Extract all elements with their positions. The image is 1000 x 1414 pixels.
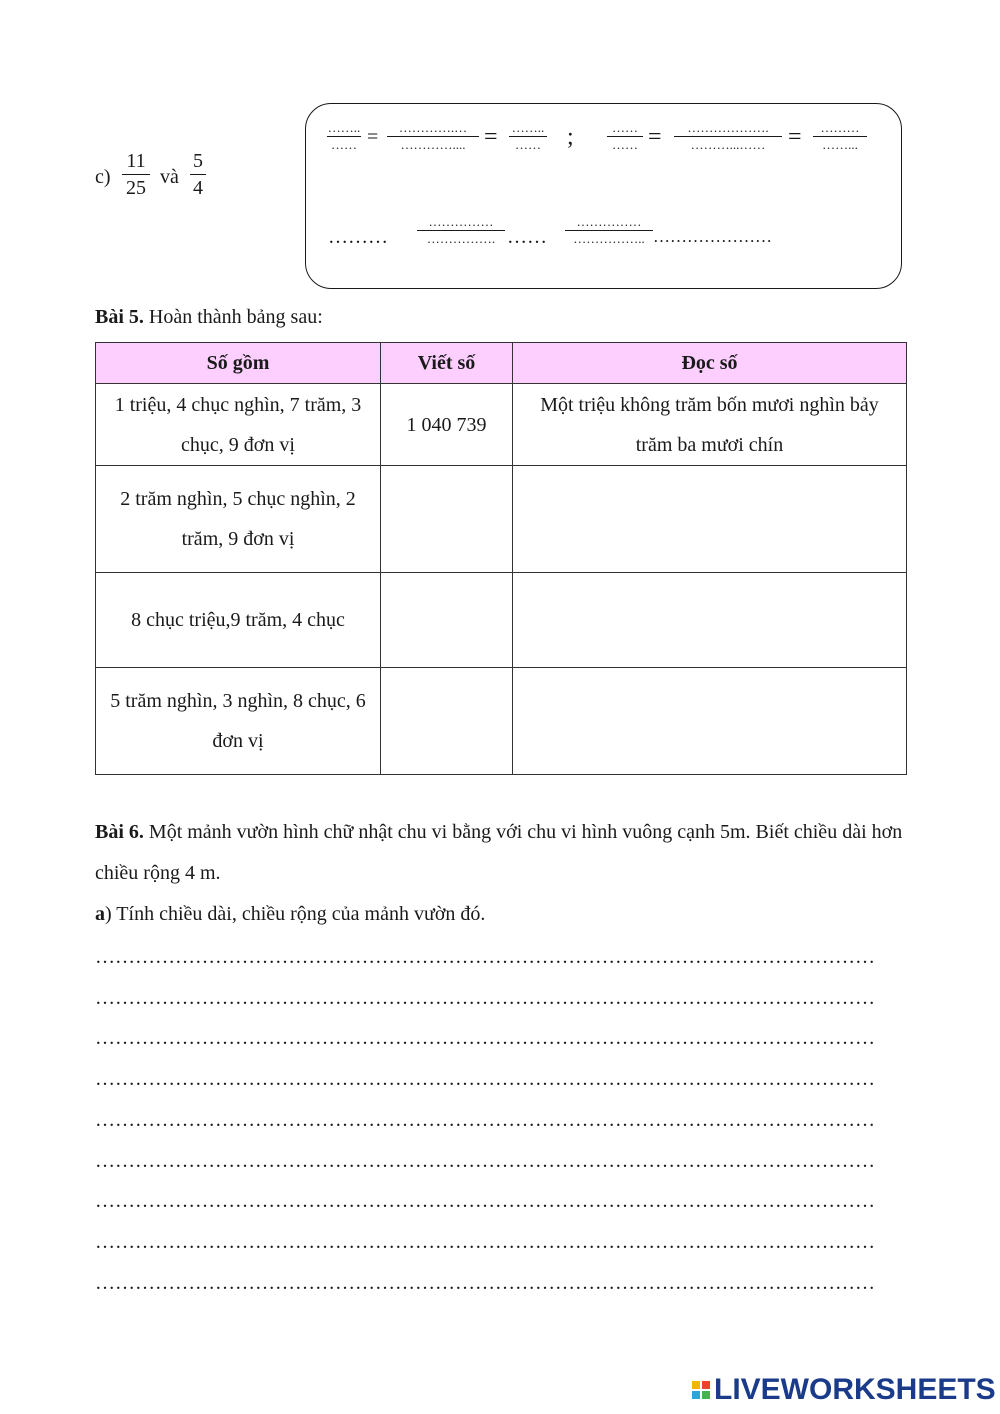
equals-sign: = [367,126,379,148]
denominator: 4 [193,177,203,199]
answer-line[interactable]: ……………………………………………………………………………………………………… [95,1150,875,1172]
blank-dots[interactable]: ……… [328,226,388,248]
answer-line[interactable]: ……………………………………………………………………………………………………… [95,1231,875,1253]
answer-line[interactable]: ……………………………………………………………………………………………………… [95,1027,875,1049]
table-row [96,466,907,573]
table-row [96,668,907,775]
cell-so-gom: 1 triệu, 4 chục nghìn, 7 trăm, 3 chục, 9 đơn vị [96,384,381,466]
blank-dots[interactable]: …… [507,226,547,248]
header-viet-so: Viết số [381,343,513,384]
answer-line[interactable]: ……………………………………………………………………………………………………… [95,1272,875,1294]
logo-square [702,1381,710,1389]
answer-line[interactable]: ……………………………………………………………………………………………………… [95,1068,875,1090]
blank-dots[interactable]: ………………… [653,227,772,246]
part-a-text: ) Tính chiều dài, chiều rộng của mảnh vườn đó. [105,903,486,925]
equals-sign: = [484,124,498,150]
liveworksheets-logo [692,1373,996,1407]
blank-fraction[interactable]: ……… ……... [813,122,867,151]
blank-fraction[interactable]: …….. …… [509,122,547,151]
cell-so-gom: 5 trăm nghìn, 3 nghìn, 8 chục, 6 đơn vị [96,668,381,775]
logo-square [702,1391,710,1399]
logo-square [692,1381,700,1389]
equals-sign: = [788,124,802,150]
answer-line[interactable]: ……………………………………………………………………………………………………… [95,1109,875,1131]
logo-square [692,1391,700,1399]
table-row [96,384,907,466]
cell-so-gom: 8 chục triệu,9 trăm, 4 chục [96,573,381,668]
cell-viet-so[interactable] [381,573,513,668]
part-a-label: a [95,903,105,925]
blank-fraction[interactable]: ………………. ………...…… [674,122,782,151]
bai6-problem [95,812,910,894]
fraction-11-25 [122,150,150,199]
bai6-title: Bài 6. [95,821,144,843]
cell-doc-so[interactable]: Một triệu không trăm bốn mươi nghìn bảy trăm ba mươi chín [513,384,907,466]
cell-doc-so[interactable] [513,466,907,573]
table-row [96,573,907,668]
bai5-instruction: Hoàn thành bảng sau: [143,306,323,328]
cell-so-gom: 2 trăm nghìn, 5 chục nghìn, 2 trăm, 9 đơn vị [96,466,381,573]
answer-line[interactable]: ……………………………………………………………………………………………………… [95,946,875,968]
connector-text: và [160,166,179,188]
numerator: 11 [126,150,146,172]
bai6-part-a [95,894,910,935]
table-header-row [96,343,907,384]
part-c-label: c) [95,166,111,188]
answer-line[interactable]: ……………………………………………………………………………………………………… [95,987,875,1009]
blank-fraction[interactable]: …………… …………….. [565,216,653,245]
bai5-table [95,342,907,775]
header-doc-so: Đọc số [513,343,907,384]
bai5-heading [95,306,323,329]
blank-fraction[interactable]: ………….… ………….... [387,122,479,151]
cell-viet-so[interactable] [381,668,513,775]
cell-viet-so[interactable] [381,466,513,573]
separator: ; [567,124,574,150]
cell-viet-so[interactable]: 1 040 739 [381,384,513,466]
answer-line[interactable]: ……………………………………………………………………………………………………… [95,1190,875,1212]
fraction-5-4 [190,150,206,199]
numerator: 5 [193,150,203,172]
blank-fraction[interactable]: …… …… [607,122,643,151]
cell-doc-so[interactable] [513,668,907,775]
header-so-gom: Số gồm [96,343,381,384]
bai6-text: Một mảnh vườn hình chữ nhật chu vi bằng với chu vi hình vuông cạnh 5m. Biết chiều dài hơn chiều rộng 4 m. [95,821,903,884]
logo-mark-icon [692,1381,710,1399]
cell-doc-so[interactable] [513,573,907,668]
blank-fraction[interactable]: …….. …… [327,120,361,152]
denominator: 25 [126,177,146,199]
logo-text: LIVEWORKSHEETS [714,1373,996,1406]
equals-sign: = [648,124,662,150]
bai5-title: Bài 5. [95,306,144,328]
blank-fraction[interactable]: …………… ……………. [417,216,505,245]
